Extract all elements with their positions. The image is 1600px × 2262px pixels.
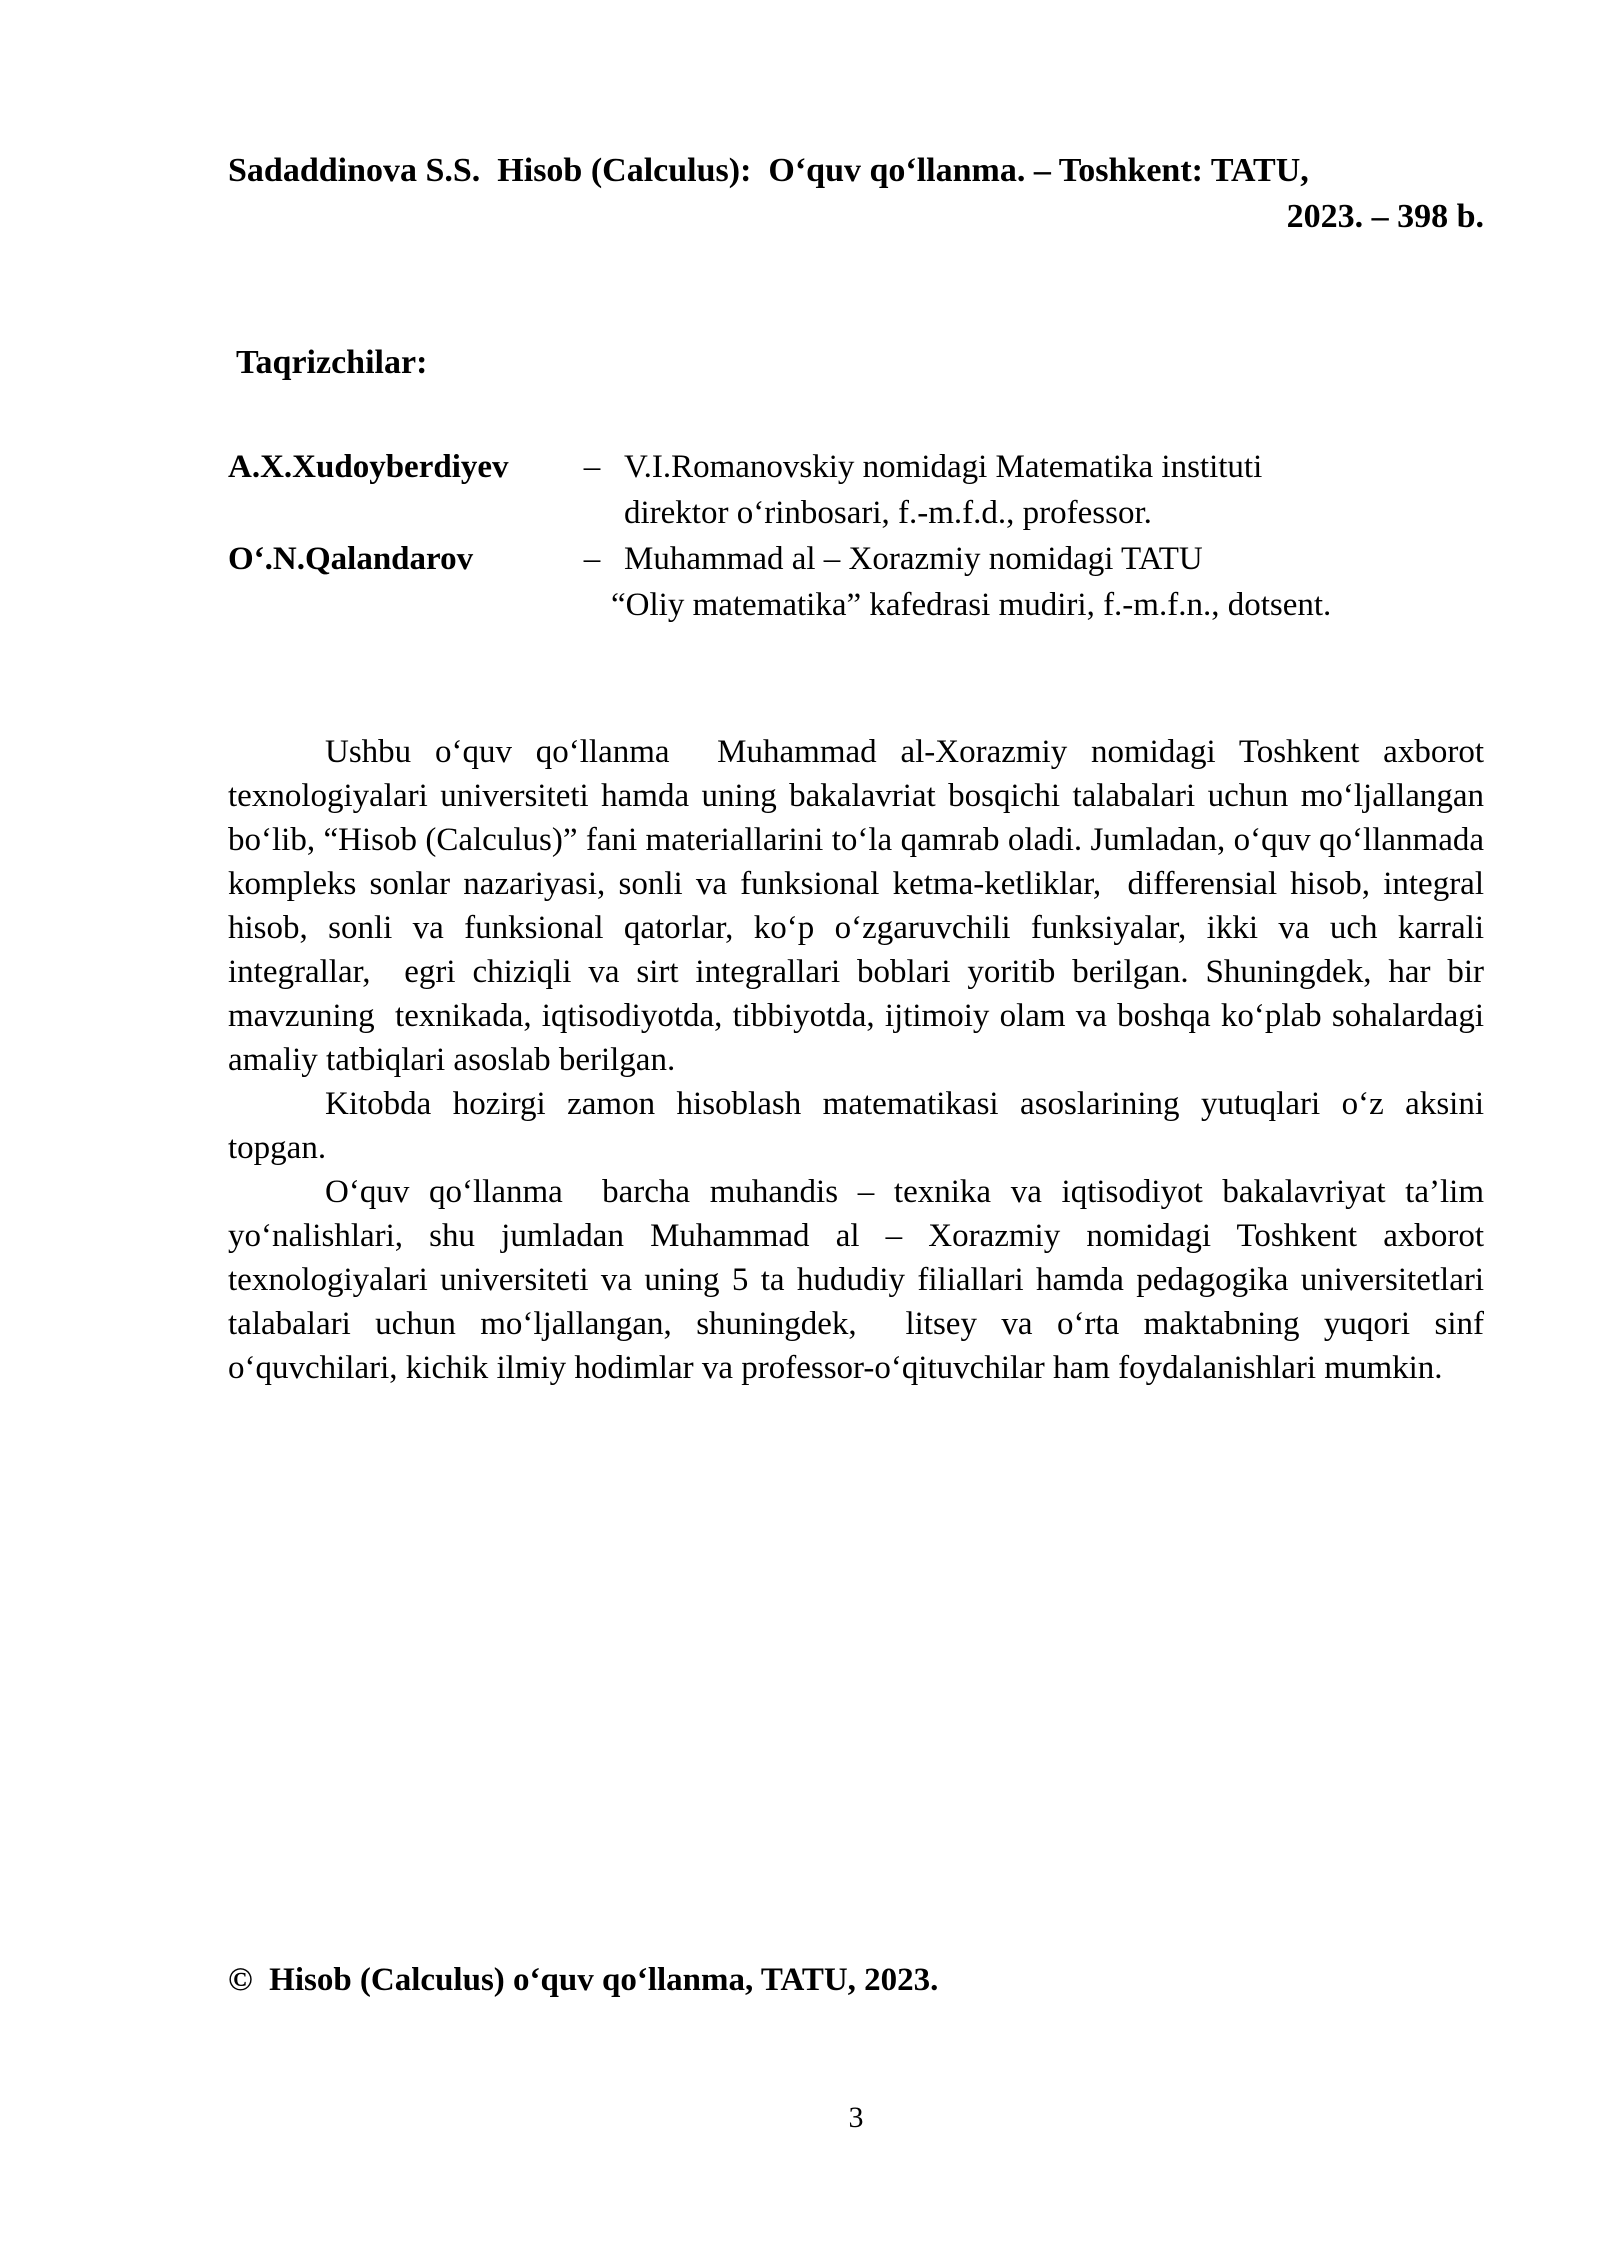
reviewer-description-line-1: Muhammad al – Xorazmiy nomidagi TATU [624, 541, 1203, 577]
reviewer-name: O‘.N.Qalandarov [228, 541, 474, 577]
bibliographic-header-line-1: Sadaddinova S.S. Hisob (Calculus): O‘quv qo‘llanma. – Toshkent: TATU, [228, 152, 1309, 189]
page-number: 3 [848, 2101, 864, 2134]
copyright-line: © Hisob (Calculus) o‘quv qo‘llanma, TATU, 2023. [228, 1962, 939, 1998]
annotation-paragraph-3: O‘quv qo‘llanma barcha muhandis – texnika va iqtisodiyot bakalavriyat ta’lim yo‘nalishlari, shu jumladan Muhammad al – Xorazmiy nomidagi Toshkent axborot texnologiyalari universiteti va uning 5 ta hududiy filiallari hamda pedagogika universitetlari talabalari uchun mo‘ljallangan, shuningdek, litsey va o‘rta maktabning yuqori sinf o‘quvchilari, kichik ilmiy hodimlar va professor-o‘qituvchilar ham foydalanishlari mumkin. [228, 1174, 1493, 1386]
reviewer-dash: – [583, 449, 601, 485]
bibliographic-header-line-2: 2023. – 398 b. [1286, 198, 1484, 235]
annotation-text [228, 730, 1501, 1390]
reviewer-row [228, 536, 1484, 628]
reviewers-block [228, 444, 1484, 628]
reviewer-description-line-1: V.I.Romanovskiy nomidagi Matematika instituti [624, 449, 1263, 485]
reviewer-dash: – [583, 541, 601, 577]
reviewer-description-line-2: “Oliy matematika” kafedrasi mudiri, f.-m.f.n., dotsent. [611, 587, 1332, 623]
annotation-paragraph-2: Kitobda hozirgi zamon hisoblash matematikasi asoslarining yutuqlari o‘z aksini topgan. [228, 1086, 1493, 1166]
reviewer-name: A.X.Xudoyberdiyev [228, 449, 509, 485]
reviewer-description [611, 536, 1484, 628]
annotation-paragraph-1: Ushbu o‘quv qo‘llanma Muhammad al-Xorazmiy nomidagi Toshkent axborot texnologiyalari universiteti hamda uning bakalavriat bosqichi talabalari uchun mo‘ljallangan bo‘lib, “Hisob (Calculus)” fani materiallarini to‘la qamrab oladi. Jumladan, o‘quv qo‘llanmada kompleks sonlar nazariyasi, sonli va funksional ketma-ketliklar, differensial hisob, integral hisob, sonli va funksional qatorlar, ko‘p o‘zgaruvchili funksiyalar, ikki va uch karrali integrallar, egri chiziqli va sirt integrallari boblari yoritib berilgan. Shuningdek, har bir mavzuning texnikada, iqtisodiyotda, tibbiyotda, ijtimoiy olam va boshqa ko‘plab sohalardagi amaliy tatbiqlari asoslab berilgan. [228, 734, 1501, 1078]
bibliographic-header [228, 148, 1484, 240]
reviewers-heading: Taqrizchilar: [236, 344, 428, 381]
reviewer-row [228, 444, 1484, 536]
reviewer-description [624, 444, 1484, 536]
reviewer-description-line-2: direktor o‘rinbosari, f.-m.f.d., professor. [624, 495, 1152, 531]
